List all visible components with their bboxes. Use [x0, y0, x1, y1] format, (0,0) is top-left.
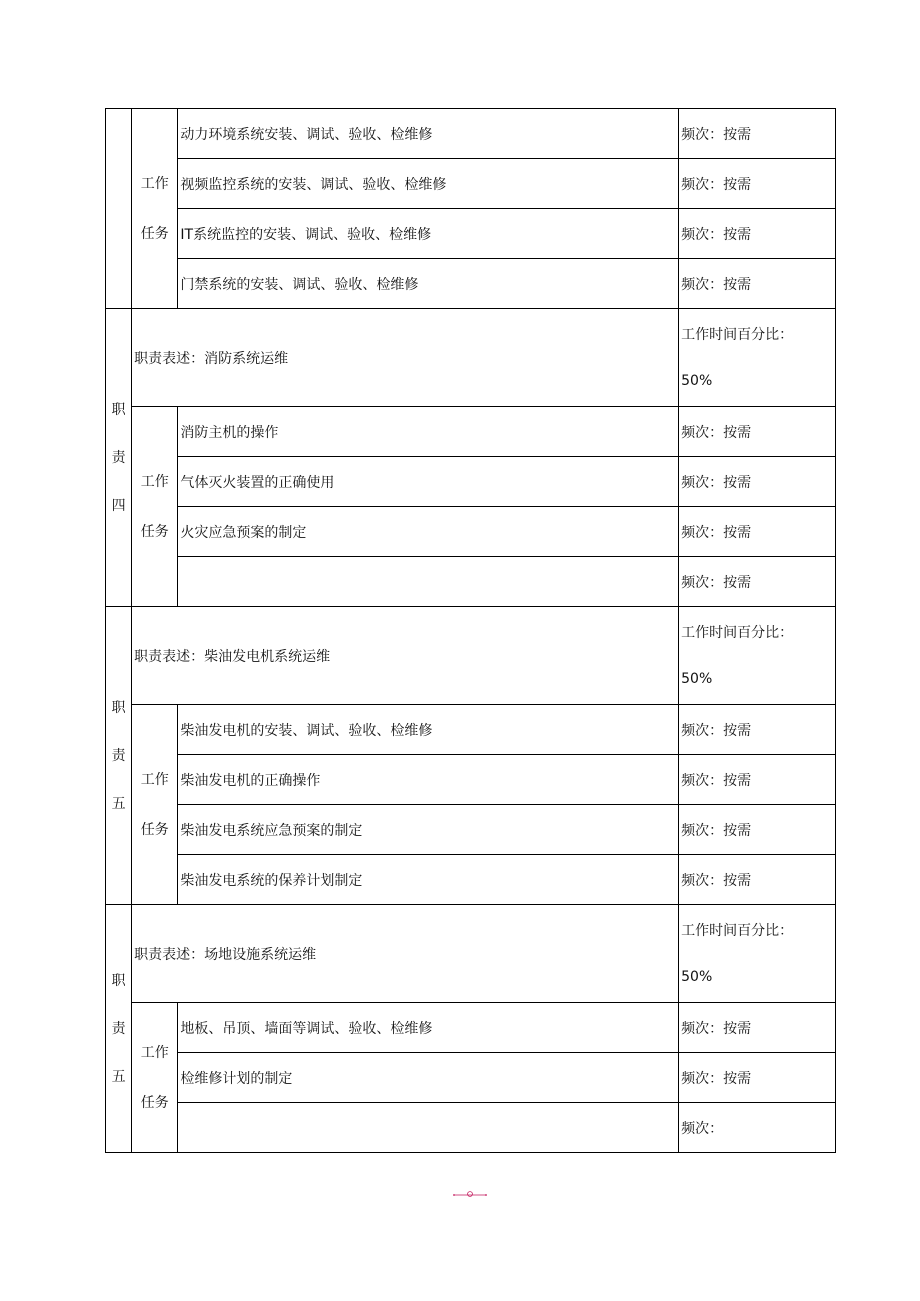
frequency-cell: 频次：按需 — [679, 805, 836, 855]
duty-cell-empty — [106, 109, 132, 309]
percentage-value: 50% — [681, 670, 713, 687]
frequency-cell: 频次：按需 — [679, 557, 836, 607]
task-label: 工作 任务 — [132, 109, 178, 309]
duty-description: 职责表述：柴油发电机系统运维 — [132, 607, 679, 705]
work-time-percentage — [679, 309, 836, 407]
task-cell: IT系统监控的安装、调试、验收、检维修 — [178, 209, 679, 259]
percentage-value: 50% — [681, 968, 713, 985]
task-label: 工作 任务 — [132, 1003, 178, 1153]
frequency-cell: 频次：按需 — [679, 259, 836, 309]
table-row — [106, 507, 836, 557]
task-cell: 门禁系统的安装、调试、验收、检维修 — [178, 259, 679, 309]
table-row — [106, 805, 836, 855]
task-cell: 消防主机的操作 — [178, 407, 679, 457]
task-cell: 动力环境系统安装、调试、验收、检维修 — [178, 109, 679, 159]
task-cell: 气体灭火装置的正确使用 — [178, 457, 679, 507]
table-row — [106, 705, 836, 755]
frequency-cell: 频次：按需 — [679, 855, 836, 905]
percentage-label: 工作时间百分比： — [681, 624, 794, 641]
frequency-cell: 频次：按需 — [679, 1003, 836, 1053]
table-row — [106, 755, 836, 805]
duty-description-row — [106, 607, 836, 705]
duty-title: 职 责 四 — [106, 309, 132, 607]
percentage-label: 工作时间百分比： — [681, 922, 794, 939]
table-row — [106, 457, 836, 507]
frequency-cell: 频次：按需 — [679, 457, 836, 507]
work-time-percentage — [679, 607, 836, 705]
task-cell: 柴油发电系统应急预案的制定 — [178, 805, 679, 855]
table-row — [106, 1003, 836, 1053]
task-cell: 柴油发电系统的保养计划制定 — [178, 855, 679, 905]
task-cell-empty — [178, 1103, 679, 1153]
task-label: 工作 任务 — [132, 407, 178, 607]
frequency-cell: 频次：按需 — [679, 755, 836, 805]
task-cell: 地板、吊顶、墙面等调试、验收、检维修 — [178, 1003, 679, 1053]
task-cell: 柴油发电机的安装、调试、验收、检维修 — [178, 705, 679, 755]
task-cell: 检维修计划的制定 — [178, 1053, 679, 1103]
table-row — [106, 1103, 836, 1153]
table-row — [106, 259, 836, 309]
work-time-percentage — [679, 905, 836, 1003]
duty-description: 职责表述：场地设施系统运维 — [132, 905, 679, 1003]
percentage-label: 工作时间百分比： — [681, 326, 794, 343]
frequency-cell: 频次：按需 — [679, 407, 836, 457]
task-cell-empty — [178, 557, 679, 607]
table-row — [106, 159, 836, 209]
table-row — [106, 407, 836, 457]
frequency-cell: 频次： — [679, 1103, 836, 1153]
table-row — [106, 109, 836, 159]
task-cell: 视频监控系统的安装、调试、验收、检维修 — [178, 159, 679, 209]
task-cell: 柴油发电机的正确操作 — [178, 755, 679, 805]
duty-title: 职 责 五 — [106, 905, 132, 1153]
duty-description-row — [106, 309, 836, 407]
frequency-cell: 频次：按需 — [679, 507, 836, 557]
duty-description: 职责表述：消防系统运维 — [132, 309, 679, 407]
duty-description-row — [106, 905, 836, 1003]
frequency-cell: 频次：按需 — [679, 209, 836, 259]
frequency-cell: 频次：按需 — [679, 109, 836, 159]
table-row — [106, 855, 836, 905]
frequency-cell: 频次：按需 — [679, 1053, 836, 1103]
percentage-value: 50% — [681, 372, 713, 389]
table-row — [106, 209, 836, 259]
frequency-cell: 频次：按需 — [679, 159, 836, 209]
table-row — [106, 1053, 836, 1103]
task-cell: 火灾应急预案的制定 — [178, 507, 679, 557]
page-marker-icon — [452, 1188, 488, 1200]
table-row — [106, 557, 836, 607]
task-label: 工作 任务 — [132, 705, 178, 905]
duty-title: 职 责 五 — [106, 607, 132, 905]
duty-table — [105, 108, 836, 1153]
frequency-cell: 频次：按需 — [679, 705, 836, 755]
